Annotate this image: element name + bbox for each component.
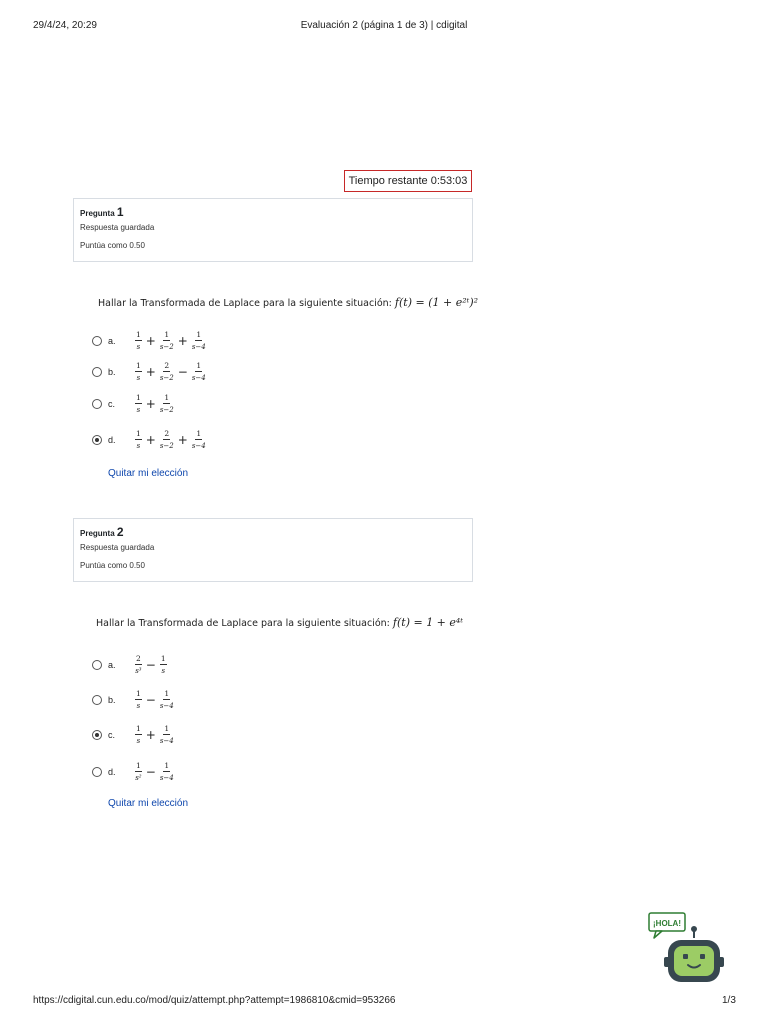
fraction-denominator: s <box>136 702 141 710</box>
fraction-numerator: 1 <box>164 330 170 339</box>
radio-button[interactable] <box>92 435 102 445</box>
fraction-numerator: 1 <box>136 724 141 733</box>
fraction-denominator: s <box>161 667 166 675</box>
radio-button[interactable] <box>92 660 102 670</box>
fraction-numerator: 1 <box>164 689 170 698</box>
fraction <box>192 330 206 352</box>
fraction <box>135 330 142 352</box>
radio-button[interactable] <box>92 730 102 740</box>
chat-widget[interactable] <box>646 910 730 986</box>
option-expression <box>134 429 207 451</box>
question-status: Respuesta guardada <box>80 543 155 552</box>
question-2-title <box>80 525 466 541</box>
fraction <box>160 724 174 746</box>
q1-option-a[interactable] <box>92 327 207 355</box>
fraction-numerator: 1 <box>136 689 141 698</box>
fraction <box>135 361 142 383</box>
question-2-text <box>96 616 463 629</box>
fraction <box>192 429 206 451</box>
question-grade: Puntúa como 0.50 <box>80 241 145 250</box>
q2-option-d[interactable] <box>92 758 175 786</box>
fraction-numerator: 1 <box>136 361 141 370</box>
fraction-denominator: s <box>136 406 141 414</box>
fraction <box>160 393 174 415</box>
fraction-denominator: s <box>136 442 141 450</box>
fraction <box>160 361 174 383</box>
question-number: 1 <box>116 205 124 219</box>
fraction <box>135 429 142 451</box>
fraction-numerator: 1 <box>164 724 170 733</box>
question-label: Pregunta <box>80 209 115 218</box>
robot-icon[interactable] <box>646 910 730 986</box>
fraction <box>192 361 206 383</box>
q1-option-c[interactable] <box>92 390 175 418</box>
fraction-denominator: s−4 <box>191 374 206 382</box>
fraction-denominator: s−2 <box>159 343 174 351</box>
question-number: 2 <box>116 525 124 539</box>
operator-sign: − <box>145 765 156 779</box>
fraction-numerator: 1 <box>164 761 170 770</box>
q1-clear-choice-link[interactable]: Quitar mi elección <box>108 468 189 479</box>
fraction <box>160 429 174 451</box>
print-page-number: 1/3 <box>722 995 736 1006</box>
option-expression <box>134 689 175 711</box>
print-url: https://cdigital.cun.edu.co/mod/quiz/attempt.php?attempt=1986810&cmid=953266 <box>33 995 396 1006</box>
fraction-denominator: s <box>136 737 141 745</box>
fraction <box>160 761 174 783</box>
fraction-numerator: 1 <box>136 330 141 339</box>
operator-sign: − <box>145 658 156 672</box>
option-expression <box>134 330 207 352</box>
operator-sign: + <box>145 433 156 447</box>
print-datetime: 29/4/24, 20:29 <box>33 20 97 31</box>
radio-button[interactable] <box>92 399 102 409</box>
operator-sign: − <box>177 365 188 379</box>
radio-button[interactable] <box>92 767 102 777</box>
operator-sign: + <box>145 397 156 411</box>
q2-option-b[interactable] <box>92 686 175 714</box>
question-formula: f(t) = 1 + e⁴ᵗ <box>392 616 464 629</box>
fraction-numerator: 1 <box>196 361 202 370</box>
option-letter: d. <box>108 435 116 445</box>
question-label: Pregunta <box>80 529 115 538</box>
operator-sign: + <box>145 728 156 742</box>
operator-sign: + <box>177 334 188 348</box>
option-expression <box>134 393 175 415</box>
fraction <box>135 393 142 415</box>
fraction-denominator: s−4 <box>159 774 174 782</box>
fraction-numerator: 1 <box>164 393 170 402</box>
fraction <box>160 330 174 352</box>
fraction-denominator: s−2 <box>159 442 174 450</box>
question-grade: Puntúa como 0.50 <box>80 561 145 570</box>
q1-option-d[interactable] <box>92 426 207 454</box>
fraction-numerator: 2 <box>136 654 141 663</box>
fraction-numerator: 1 <box>196 330 202 339</box>
option-letter: b. <box>108 695 116 705</box>
q2-option-a[interactable] <box>92 651 168 679</box>
chat-bubble-text: ¡HOLA! <box>653 919 681 928</box>
fraction-numerator: 1 <box>136 393 141 402</box>
q1-option-b[interactable] <box>92 358 207 386</box>
option-expression <box>134 724 175 746</box>
fraction-denominator: s−4 <box>159 737 174 745</box>
fraction-denominator: s² <box>135 774 142 782</box>
question-formula: f(t) = (1 + e²ᵗ)² <box>394 296 479 309</box>
fraction <box>135 724 142 746</box>
fraction-numerator: 1 <box>136 761 141 770</box>
question-1-text <box>98 296 478 309</box>
fraction-denominator: s−4 <box>191 343 206 351</box>
option-letter: d. <box>108 767 116 777</box>
operator-sign: − <box>145 693 156 707</box>
option-letter: c. <box>108 399 116 409</box>
option-expression <box>134 361 207 383</box>
option-letter: c. <box>108 730 116 740</box>
fraction-numerator: 1 <box>136 429 141 438</box>
fraction <box>160 654 167 676</box>
fraction-denominator: s³ <box>135 667 142 675</box>
option-letter: a. <box>108 660 116 670</box>
time-remaining: Tiempo restante 0:53:03 <box>344 170 472 192</box>
question-status: Respuesta guardada <box>80 223 155 232</box>
fraction-denominator: s−2 <box>159 406 174 414</box>
operator-sign: + <box>145 334 156 348</box>
fraction-numerator: 1 <box>160 654 166 663</box>
question-1-info <box>73 198 473 262</box>
fraction-denominator: s−4 <box>159 702 174 710</box>
fraction-denominator: s <box>136 343 141 351</box>
operator-sign: + <box>177 433 188 447</box>
fraction-numerator: 2 <box>164 361 170 370</box>
print-title: Evaluación 2 (página 1 de 3) | cdigital <box>300 20 468 31</box>
q2-clear-choice-link[interactable]: Quitar mi elección <box>108 798 189 809</box>
fraction <box>135 689 142 711</box>
fraction-numerator: 2 <box>164 429 170 438</box>
fraction <box>135 654 142 676</box>
fraction <box>135 761 142 783</box>
question-2-info <box>73 518 473 582</box>
fraction-denominator: s <box>136 374 141 382</box>
option-letter: a. <box>108 336 116 346</box>
fraction-numerator: 1 <box>196 429 202 438</box>
operator-sign: + <box>145 365 156 379</box>
radio-button[interactable] <box>92 367 102 377</box>
option-expression <box>134 761 175 783</box>
question-1-title <box>80 205 466 221</box>
question-prompt: Hallar la Transformada de Laplace para la siguiente situación: <box>98 298 392 309</box>
fraction <box>160 689 174 711</box>
option-expression <box>134 654 168 676</box>
q2-option-c[interactable] <box>92 721 175 749</box>
radio-button[interactable] <box>92 695 102 705</box>
fraction-denominator: s−2 <box>159 374 174 382</box>
fraction-denominator: s−4 <box>191 442 206 450</box>
question-prompt: Hallar la Transformada de Laplace para la siguiente situación: <box>96 618 390 629</box>
radio-button[interactable] <box>92 336 102 346</box>
option-letter: b. <box>108 367 116 377</box>
